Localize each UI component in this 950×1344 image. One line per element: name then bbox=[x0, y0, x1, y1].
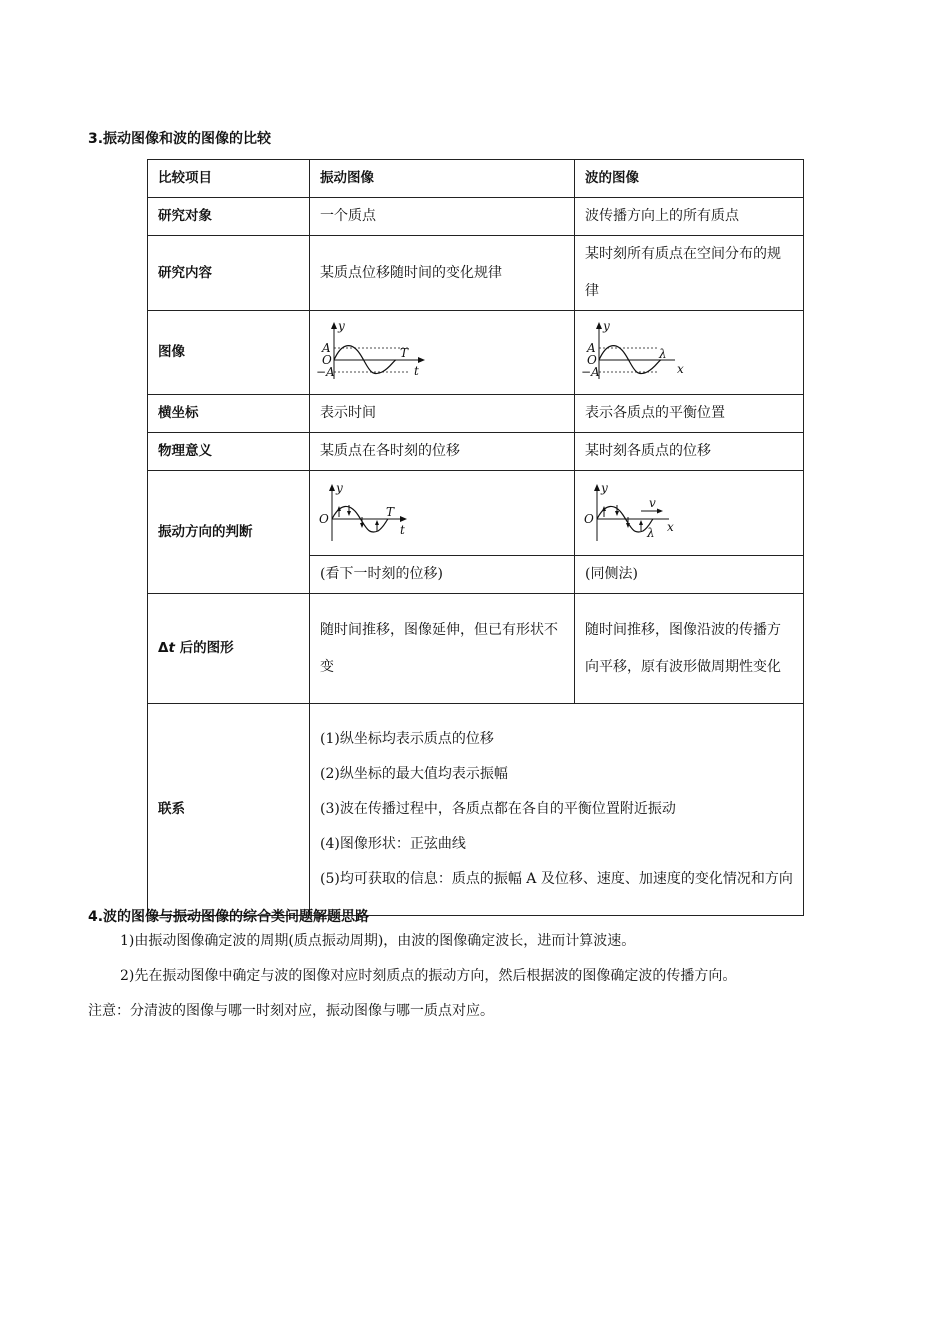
table-row bbox=[148, 594, 804, 704]
direction-arrow-head bbox=[360, 523, 364, 528]
list-item: (1)纵坐标均表示质点的位移 bbox=[320, 731, 494, 747]
neg-a-label: −A bbox=[316, 364, 335, 379]
table-row bbox=[148, 471, 804, 556]
x-label: x bbox=[667, 520, 674, 534]
y-axis-arrow bbox=[331, 322, 337, 329]
header-item: 比较项目 bbox=[148, 160, 310, 198]
y-axis-arrow bbox=[596, 322, 602, 329]
t-axis-arrow bbox=[400, 516, 407, 522]
table-row bbox=[148, 395, 804, 433]
t-label: t bbox=[414, 363, 419, 378]
cell-wave: 随时间推移，图像沿波的传播方向平移，原有波形做周期性变化 bbox=[575, 594, 804, 704]
y-label: y bbox=[338, 320, 345, 333]
y-label: y bbox=[601, 481, 608, 495]
row-label: 研究内容 bbox=[148, 236, 310, 311]
list-item: (3)波在传播过程中，各质点都在各自的平衡位置附近振动 bbox=[320, 801, 676, 817]
a-label: A bbox=[587, 340, 596, 355]
relation-cell bbox=[310, 704, 804, 916]
cell-wave-figure bbox=[575, 311, 804, 395]
origin-label: O bbox=[584, 512, 594, 526]
cell-vibration: 某质点位移随时间的变化规律 bbox=[310, 236, 575, 311]
table-row bbox=[148, 236, 804, 311]
cell-vibration-figure bbox=[310, 471, 575, 556]
origin-label: O bbox=[587, 352, 597, 367]
table-header-row bbox=[148, 160, 804, 198]
list-item: (2)纵坐标的最大值均表示振幅 bbox=[320, 766, 508, 782]
table-row bbox=[148, 704, 804, 916]
row-label: 联系 bbox=[148, 704, 310, 916]
cell-vibration-figure bbox=[310, 311, 575, 395]
cell-vibration: 某质点在各时刻的位移 bbox=[310, 433, 575, 471]
cell-wave: 表示各质点的平衡位置 bbox=[575, 395, 804, 433]
table-row bbox=[148, 198, 804, 236]
cell-wave: 某时刻所有质点在空间分布的规律 bbox=[575, 236, 804, 311]
velocity-label: v bbox=[649, 496, 656, 510]
velocity-arrow-head bbox=[657, 509, 663, 514]
direction-arrow-head bbox=[375, 520, 379, 525]
cell-vibration: 一个质点 bbox=[310, 198, 575, 236]
t-axis-arrow bbox=[418, 357, 425, 363]
direction-arrow-head bbox=[639, 520, 643, 525]
cell-wave-note: (同侧法) bbox=[575, 556, 804, 594]
cell-wave-figure bbox=[575, 471, 804, 556]
header-wave: 波的图像 bbox=[575, 160, 804, 198]
period-label: T bbox=[400, 345, 409, 360]
vibration-direction-graph bbox=[314, 481, 424, 545]
direction-arrow-head bbox=[615, 511, 619, 516]
row-label: 振动方向的判断 bbox=[148, 471, 310, 594]
row-label-rest: 后的图形 bbox=[174, 640, 234, 656]
a-label: A bbox=[322, 340, 331, 355]
table-row bbox=[148, 311, 804, 395]
t-symbol: t bbox=[168, 640, 175, 656]
row-label: 图像 bbox=[148, 311, 310, 395]
row-label: 研究对象 bbox=[148, 198, 310, 236]
section-4-title: 4.波的图像与振动图像的综合类问题解题思路 bbox=[88, 909, 370, 925]
note-paragraph: 注意：分清波的图像与哪一时刻对应，振动图像与哪一质点对应。 bbox=[88, 1003, 494, 1019]
y-axis-arrow bbox=[329, 484, 335, 491]
paragraph-2: 2)先在振动图像中确定与波的图像对应时刻质点的振动方向，然后根据波的图像确定波的传播方向。 bbox=[120, 968, 737, 984]
section-3-title: 3.振动图像和波的图像的比较 bbox=[88, 131, 272, 147]
paragraph-1: 1)由振动图像确定波的周期(质点振动周期)，由波的图像确定波长，进而计算波速。 bbox=[120, 933, 636, 949]
list-item: (4)图像形状：正弦曲线 bbox=[320, 836, 466, 852]
y-label: y bbox=[603, 320, 610, 333]
header-vibration: 振动图像 bbox=[310, 160, 575, 198]
cell-wave: 某时刻各质点的位移 bbox=[575, 433, 804, 471]
comparison-table bbox=[147, 159, 804, 916]
vibration-graph bbox=[314, 321, 434, 385]
row-label bbox=[148, 594, 310, 704]
y-axis-arrow bbox=[594, 484, 600, 491]
origin-label: O bbox=[322, 352, 332, 367]
cell-vibration-note: (看下一时刻的位移) bbox=[310, 556, 575, 594]
row-label: 横坐标 bbox=[148, 395, 310, 433]
wave-direction-graph bbox=[579, 481, 689, 545]
cell-wave: 波传播方向上的所有质点 bbox=[575, 198, 804, 236]
wavelength-label: λ bbox=[647, 526, 655, 540]
period-label: T bbox=[386, 505, 395, 519]
t-label: t bbox=[400, 523, 405, 537]
x-label: x bbox=[677, 361, 684, 376]
delta-symbol: Δ bbox=[158, 640, 169, 656]
table-row bbox=[148, 433, 804, 471]
list-item: (5)均可获取的信息：质点的振幅 A 及位移、速度、加速度的变化情况和方向 bbox=[320, 871, 793, 887]
wave-graph bbox=[579, 321, 699, 385]
direction-arrow-head bbox=[347, 511, 351, 516]
origin-label: O bbox=[319, 512, 329, 526]
row-label: 物理意义 bbox=[148, 433, 310, 471]
wavelength-label: λ bbox=[659, 346, 667, 361]
cell-vibration: 表示时间 bbox=[310, 395, 575, 433]
y-label: y bbox=[336, 481, 343, 495]
neg-a-label: −A bbox=[581, 364, 600, 379]
cell-vibration: 随时间推移，图像延伸，但已有形状不变 bbox=[310, 594, 575, 704]
